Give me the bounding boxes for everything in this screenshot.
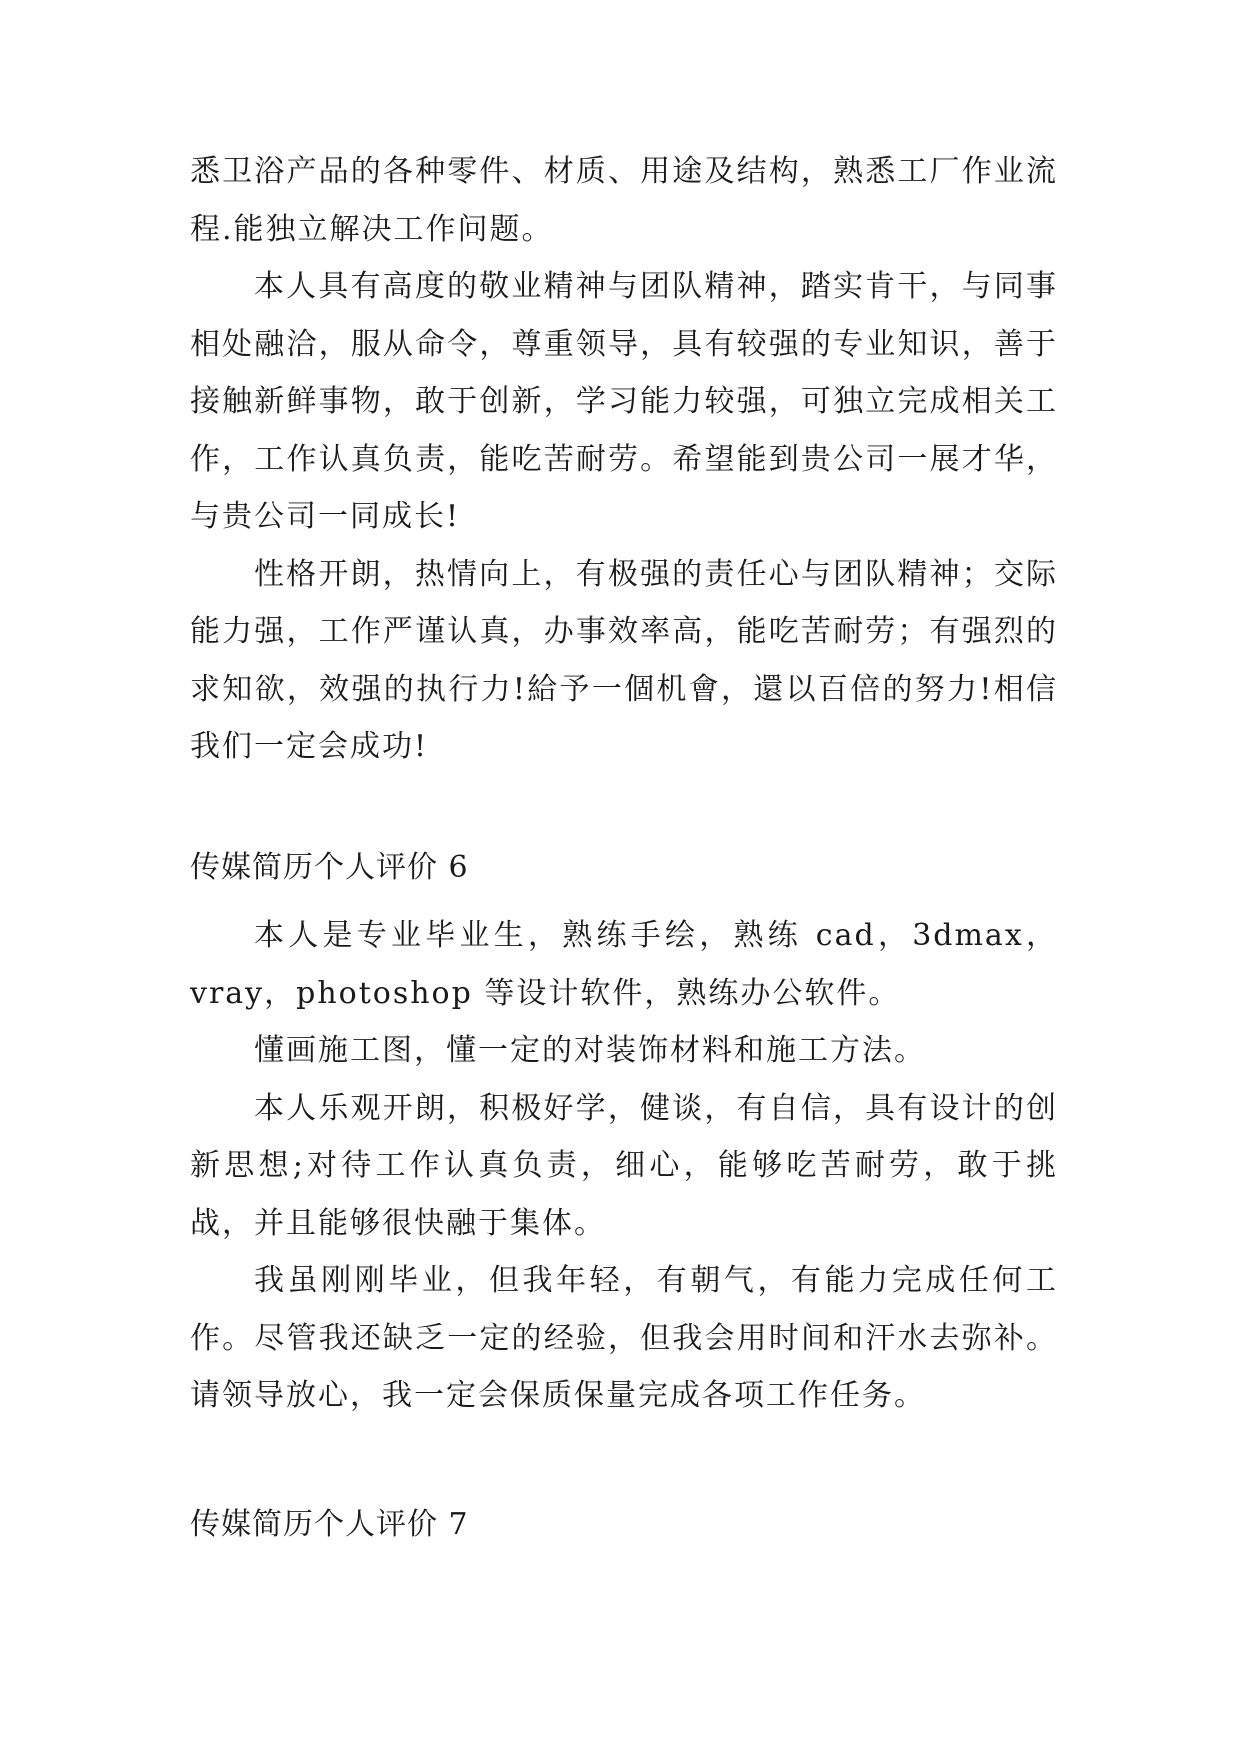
section-top-body (190, 143, 1058, 776)
paragraph: 本人乐观开朗，积极好学，健谈，有自信，具有设计的创新思想;对待工作认真负责，细心，能够吃苦耐劳，敢于挑战，并且能够很快融于集体。 (190, 1090, 1058, 1241)
paragraph: 本人是专业毕业生，熟练手绘，熟练 cad，3dmax，vray，photoshop 等设计软件，熟练办公软件。 (190, 918, 1058, 1011)
paragraph: 我虽刚刚毕业，但我年轻，有朝气，有能力完成任何工作。尽管我还缺乏一定的经验，但我会用时间和汗水去弥补。请领导放心，我一定会保质保量完成各项工作任务。 (190, 1263, 1058, 1413)
section-heading: 传媒简历个人评价 6 (190, 850, 469, 885)
paragraph: 本人具有高度的敬业精神与团队精神，踏实肯干，与同事相处融洽，服从命令，尊重领导，具有较强的专业知识，善于接触新鲜事物，敢于创新，学习能力较强，可独立完成相关工作，工作认真负责，能吃苦耐劳。希望能到贵公司一展才华，与贵公司一同成长! (190, 269, 1058, 534)
paragraph: 懂画施工图，懂一定的对装饰材料和施工方法。 (254, 1033, 926, 1068)
section-heading: 传媒简历个人评价 7 (190, 1507, 469, 1542)
paragraph: 悉卫浴产品的各种零件、材质、用途及结构，熟悉工厂作业流程.能独立解决工作问题。 (190, 154, 1058, 247)
section-6-body (190, 907, 1058, 1425)
paragraph: 性格开朗，热情向上，有极强的责任心与团队精神；交际能力强，工作严谨认真，办事效率高，能吃苦耐劳；有强烈的求知欲，效强的执行力!給予一個机會，還以百倍的努力!相信我们一定会成功! (190, 556, 1058, 764)
